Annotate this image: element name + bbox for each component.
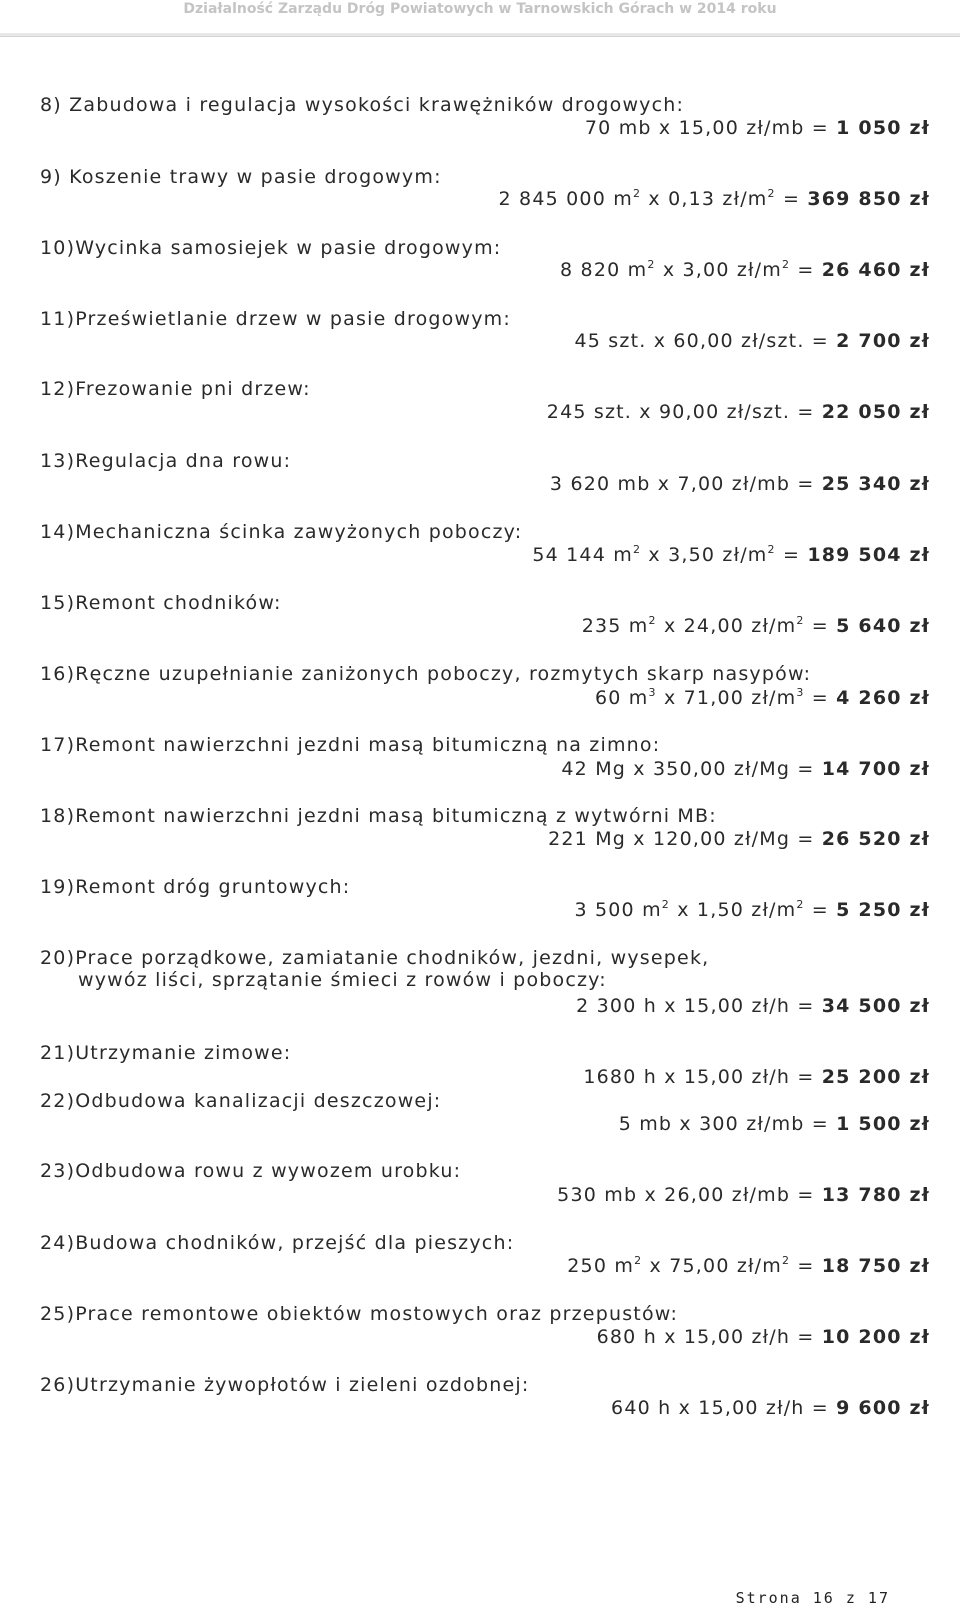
list-item-title [40,450,291,472]
page-number: Strona 16 z 17 [735,1589,890,1607]
item-total-value: 25 200 zł [821,1066,930,1088]
item-total-value: 26 520 zł [821,828,930,850]
item-title-continuation: wywóz liści, sprzątanie śmieci z rowów i poboczy: [78,969,607,991]
item-calculation: 42 Mg x 350,00 zł/Mg = 14 700 zł [561,758,930,780]
item-title-line: 13)Regulacja dna rowu: [40,450,292,472]
item-calculation: 2 845 000 $m^2$ x 0,13 $zł/m^2 = 369$ 850 zł [498,187,930,210]
unit-exponent: 2 [634,1254,643,1267]
unit-exponent: 2 [767,543,776,556]
item-calculation: 680 h x 15,00 zł/h = 10 200 zł [596,1326,930,1348]
unit-exponent: 2 [781,258,791,271]
item-total-value: 34 500 zł [821,995,930,1017]
item-total-value: 22 050 zł [821,401,930,423]
item-total-value: 1 500 zł [836,1113,930,1135]
item-title-line: 24)Budowa chodników, przejść dla pieszych: [40,1232,515,1254]
list-item-title [40,1374,529,1396]
item-total-value: 189 504 zł [807,544,930,566]
list-item-title [40,94,684,116]
unit-exponent: 2 [661,898,670,911]
item-total-value: 25 340 zł [821,473,930,495]
item-title-line: 23)Odbudowa rowu z wywozem urobku: [40,1160,462,1182]
list-item-title [40,947,709,991]
list-item-title [40,805,717,827]
item-total-value: 14 700 zł [821,758,930,780]
item-title-line: 10)Wycinka samosiejek w pasie drogowym: [40,237,502,259]
item-title-line: 21)Utrzymanie zimowe: [40,1042,292,1064]
item-calculation: 2 300 h x 15,00 zł/h = 34 500 zł [576,995,930,1017]
unit-exponent: 2 [796,898,805,911]
item-calculation: 8 820 $m^2$ x 3,00 $zł/m^2 = 26$ 460 zł [560,258,930,281]
unit-exponent: 3 [796,686,805,699]
list-item-title [40,308,511,330]
list-item-title [40,734,660,756]
item-title-line: 12)Frezowanie pni drzew: [40,378,311,400]
page-header: Działalność Zarządu Dróg Powiatowych w Tarnowskich Górach w 2014 roku [183,1,777,17]
item-calculation: 1680 h x 15,00 zł/h = 25 200 zł [583,1066,930,1088]
list-item-title [40,1303,678,1325]
unit-exponent: 2 [781,1254,791,1267]
list-item-title [40,166,442,188]
item-title-line: 9) Koszenie trawy w pasie drogowym: [40,166,442,188]
item-calculation: 3 500 $m^2$ x 1,50 $zł/m^2 = 5$ 250 zł [574,898,930,921]
item-total-value: 369 850 zł [807,188,930,210]
unit-exponent: 2 [648,614,657,627]
item-calculation: 60 $m^3$ x 71,00 $zł/m^3 = 4$ 260 zł [594,686,930,709]
item-total-value: 9 600 zł [836,1397,930,1419]
item-title-line: 25)Prace remontowe obiektów mostowych oraz przepustów: [40,1303,679,1325]
item-calculation: 245 szt. x 90,00 zł/szt. = 22 050 zł [546,401,930,423]
item-calculation: 530 mb x 26,00 zł/mb = 13 780 zł [557,1184,930,1206]
item-total-value: 5 640 zł [836,615,930,637]
item-title-line: 14)Mechaniczna ścinka zawyżonych poboczy: [40,521,523,543]
item-calculation: 250 $m^2$ x 75,00 $zł/m^2 = 18$ 750 zł [567,1254,930,1277]
item-calculation: 3 620 mb x 7,00 zł/mb = 25 340 zł [549,473,930,495]
list-item-title [40,592,282,614]
item-title-line: 18)Remont nawierzchni jezdni masą bitumiczną z wytwórni MB: [40,805,717,827]
list-item-title [40,1232,514,1254]
item-title-line: 11)Prześwietlanie drzew w pasie drogowym: [40,308,511,330]
list-item-title [40,1160,461,1182]
item-title-line: 17)Remont nawierzchni jezdni masą bitumiczną na zimno: [40,734,661,756]
item-total-value: 26 460 zł [821,259,930,281]
item-title-line: 19)Remont dróg gruntowych: [40,876,351,898]
list-item-title [40,1090,441,1112]
item-calculation: 640 h x 15,00 zł/h = 9 600 zł [611,1397,930,1419]
item-title-line: 8) Zabudowa i regulacja wysokości krawężników drogowych: [40,94,685,116]
item-title-line: 15)Remont chodników: [40,592,282,614]
item-total-value: 18 750 zł [821,1255,930,1277]
item-calculation: 5 mb x 300 zł/mb = 1 500 zł [618,1113,930,1135]
item-total-value: 10 200 zł [821,1326,930,1348]
item-calculation: 221 Mg x 120,00 zł/Mg = 26 520 zł [548,828,930,850]
item-total-value: 2 700 zł [836,330,930,352]
unit-exponent: 2 [796,614,805,627]
unit-exponent: 3 [648,686,657,699]
list-item-title [40,521,522,543]
item-total-value: 1 050 zł [836,117,930,139]
item-calculation: 45 szt. x 60,00 zł/szt. = 2 700 zł [574,330,930,352]
list-item-title [40,1042,291,1064]
item-total-value: 13 780 zł [821,1184,930,1206]
item-title-line: 26)Utrzymanie żywopłotów i zieleni ozdobnej: [40,1374,530,1396]
unit-exponent: 2 [632,543,642,556]
item-title-line: 22)Odbudowa kanalizacji deszczowej: [40,1090,442,1112]
unit-exponent: 2 [767,187,776,200]
unit-exponent: 2 [632,187,642,200]
list-item-title [40,237,501,259]
item-title-line: 20)Prace porządkowe, zamiatanie chodników, jezdni, wysepek, [40,947,710,969]
list-item-title [40,663,811,685]
unit-exponent: 2 [647,258,656,271]
item-total-value: 4 260 zł [836,687,930,709]
item-title-line: 16)Ręczne uzupełnianie zaniżonych poboczy, rozmytych skarp nasypów: [40,663,812,685]
item-total-value: 5 250 zł [836,899,930,921]
list-item-title [40,876,350,898]
item-calculation: 235 $m^2$ x 24,00 $zł/m^2 = 5$ 640 zł [581,614,930,637]
list-item-title [40,378,311,400]
item-calculation: 70 mb x 15,00 zł/mb = 1 050 zł [584,117,930,139]
item-calculation: 54 144 $m^2$ x 3,50 $zł/m^2 = 189$ 504 zł [532,543,930,566]
